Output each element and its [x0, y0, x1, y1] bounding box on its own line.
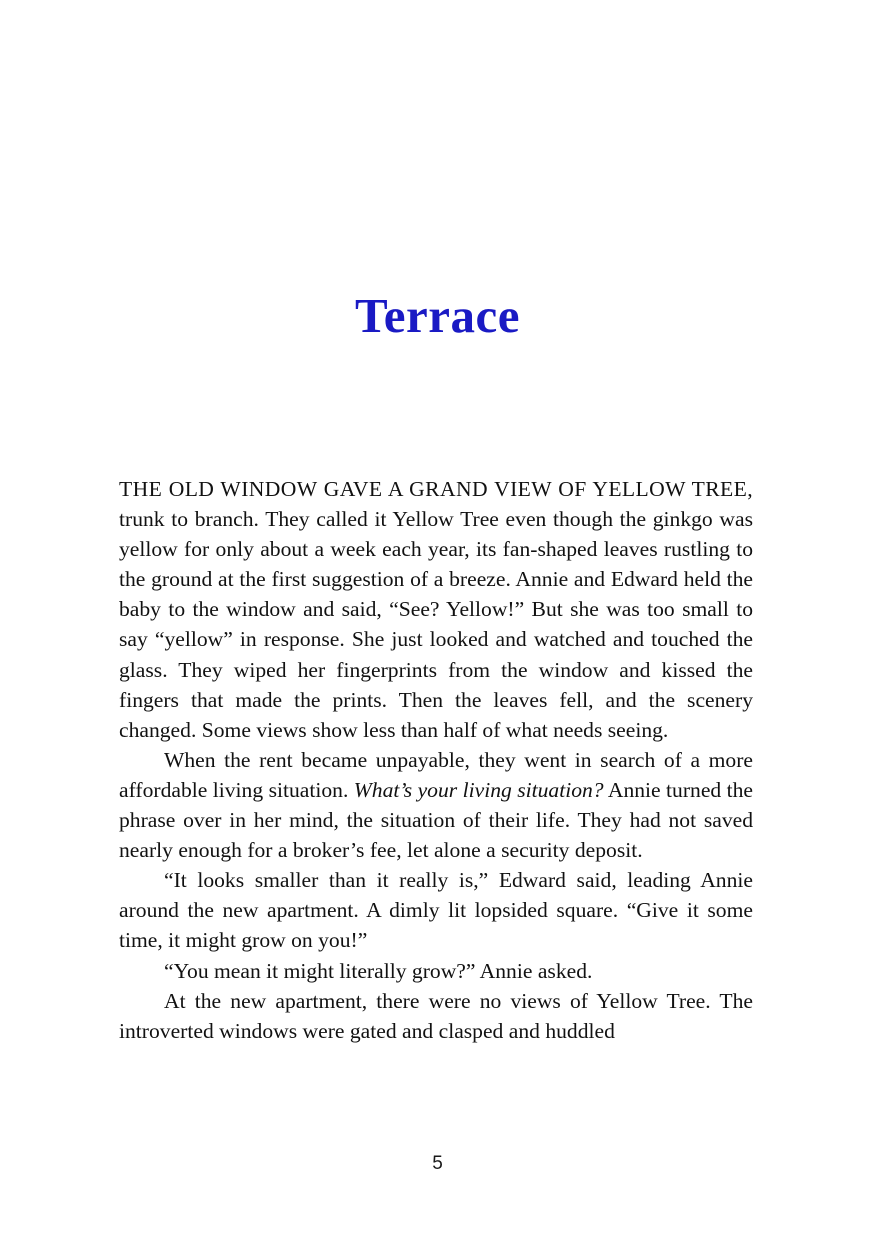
paragraph-5: At the new apartment, there were no views of Yellow Tree. The introverted windows were gated and clasped and huddled [119, 988, 753, 1043]
paragraph-2-before-italic: When the rent became unpayable, they went in search of a more affordable living situation. [119, 747, 753, 802]
paragraph-4: “You mean it might literally grow?” Annie asked. [164, 958, 593, 983]
paragraph-1 [119, 474, 753, 745]
paragraph-1-body: trunk to branch. They called it Yellow Tree even though the ginkgo was yellow for only about a week each year, its fan-shaped leaves rustling to the ground at the first suggestion of a breeze. Annie and Edward held the baby to the window and said, “See? Yellow!” But she was too small to say “yellow” in response. She just looked and watched and touched the glass. They wiped her fingerprints from the window and kissed the fingers that made the prints. Then the leaves fell, and the scenery changed. Some views show less than half of what needs seeing. [119, 507, 753, 742]
chapter-title: Terrace [355, 287, 520, 343]
page-number: 5 [432, 1153, 443, 1174]
paragraph-2 [119, 745, 753, 865]
paragraph-3: “It looks smaller than it really is,” Edward said, leading Annie around the new apartment. A dimly lit lopsided square. “Give it some time, it might grow on you!” [119, 868, 753, 953]
paragraph-2-after-italic: Annie turned the phrase over in her mind, the situation of their life. They had not saved nearly enough for a broker’s fee, let alone a security deposit. [119, 777, 754, 863]
paragraph-2-italic-phrase: What’s your living situation? [353, 777, 604, 802]
body-text-block [119, 474, 753, 1046]
opening-small-caps-line: THE OLD WINDOW GAVE A GRAND VIEW OF YELLOW TREE, [119, 477, 753, 501]
